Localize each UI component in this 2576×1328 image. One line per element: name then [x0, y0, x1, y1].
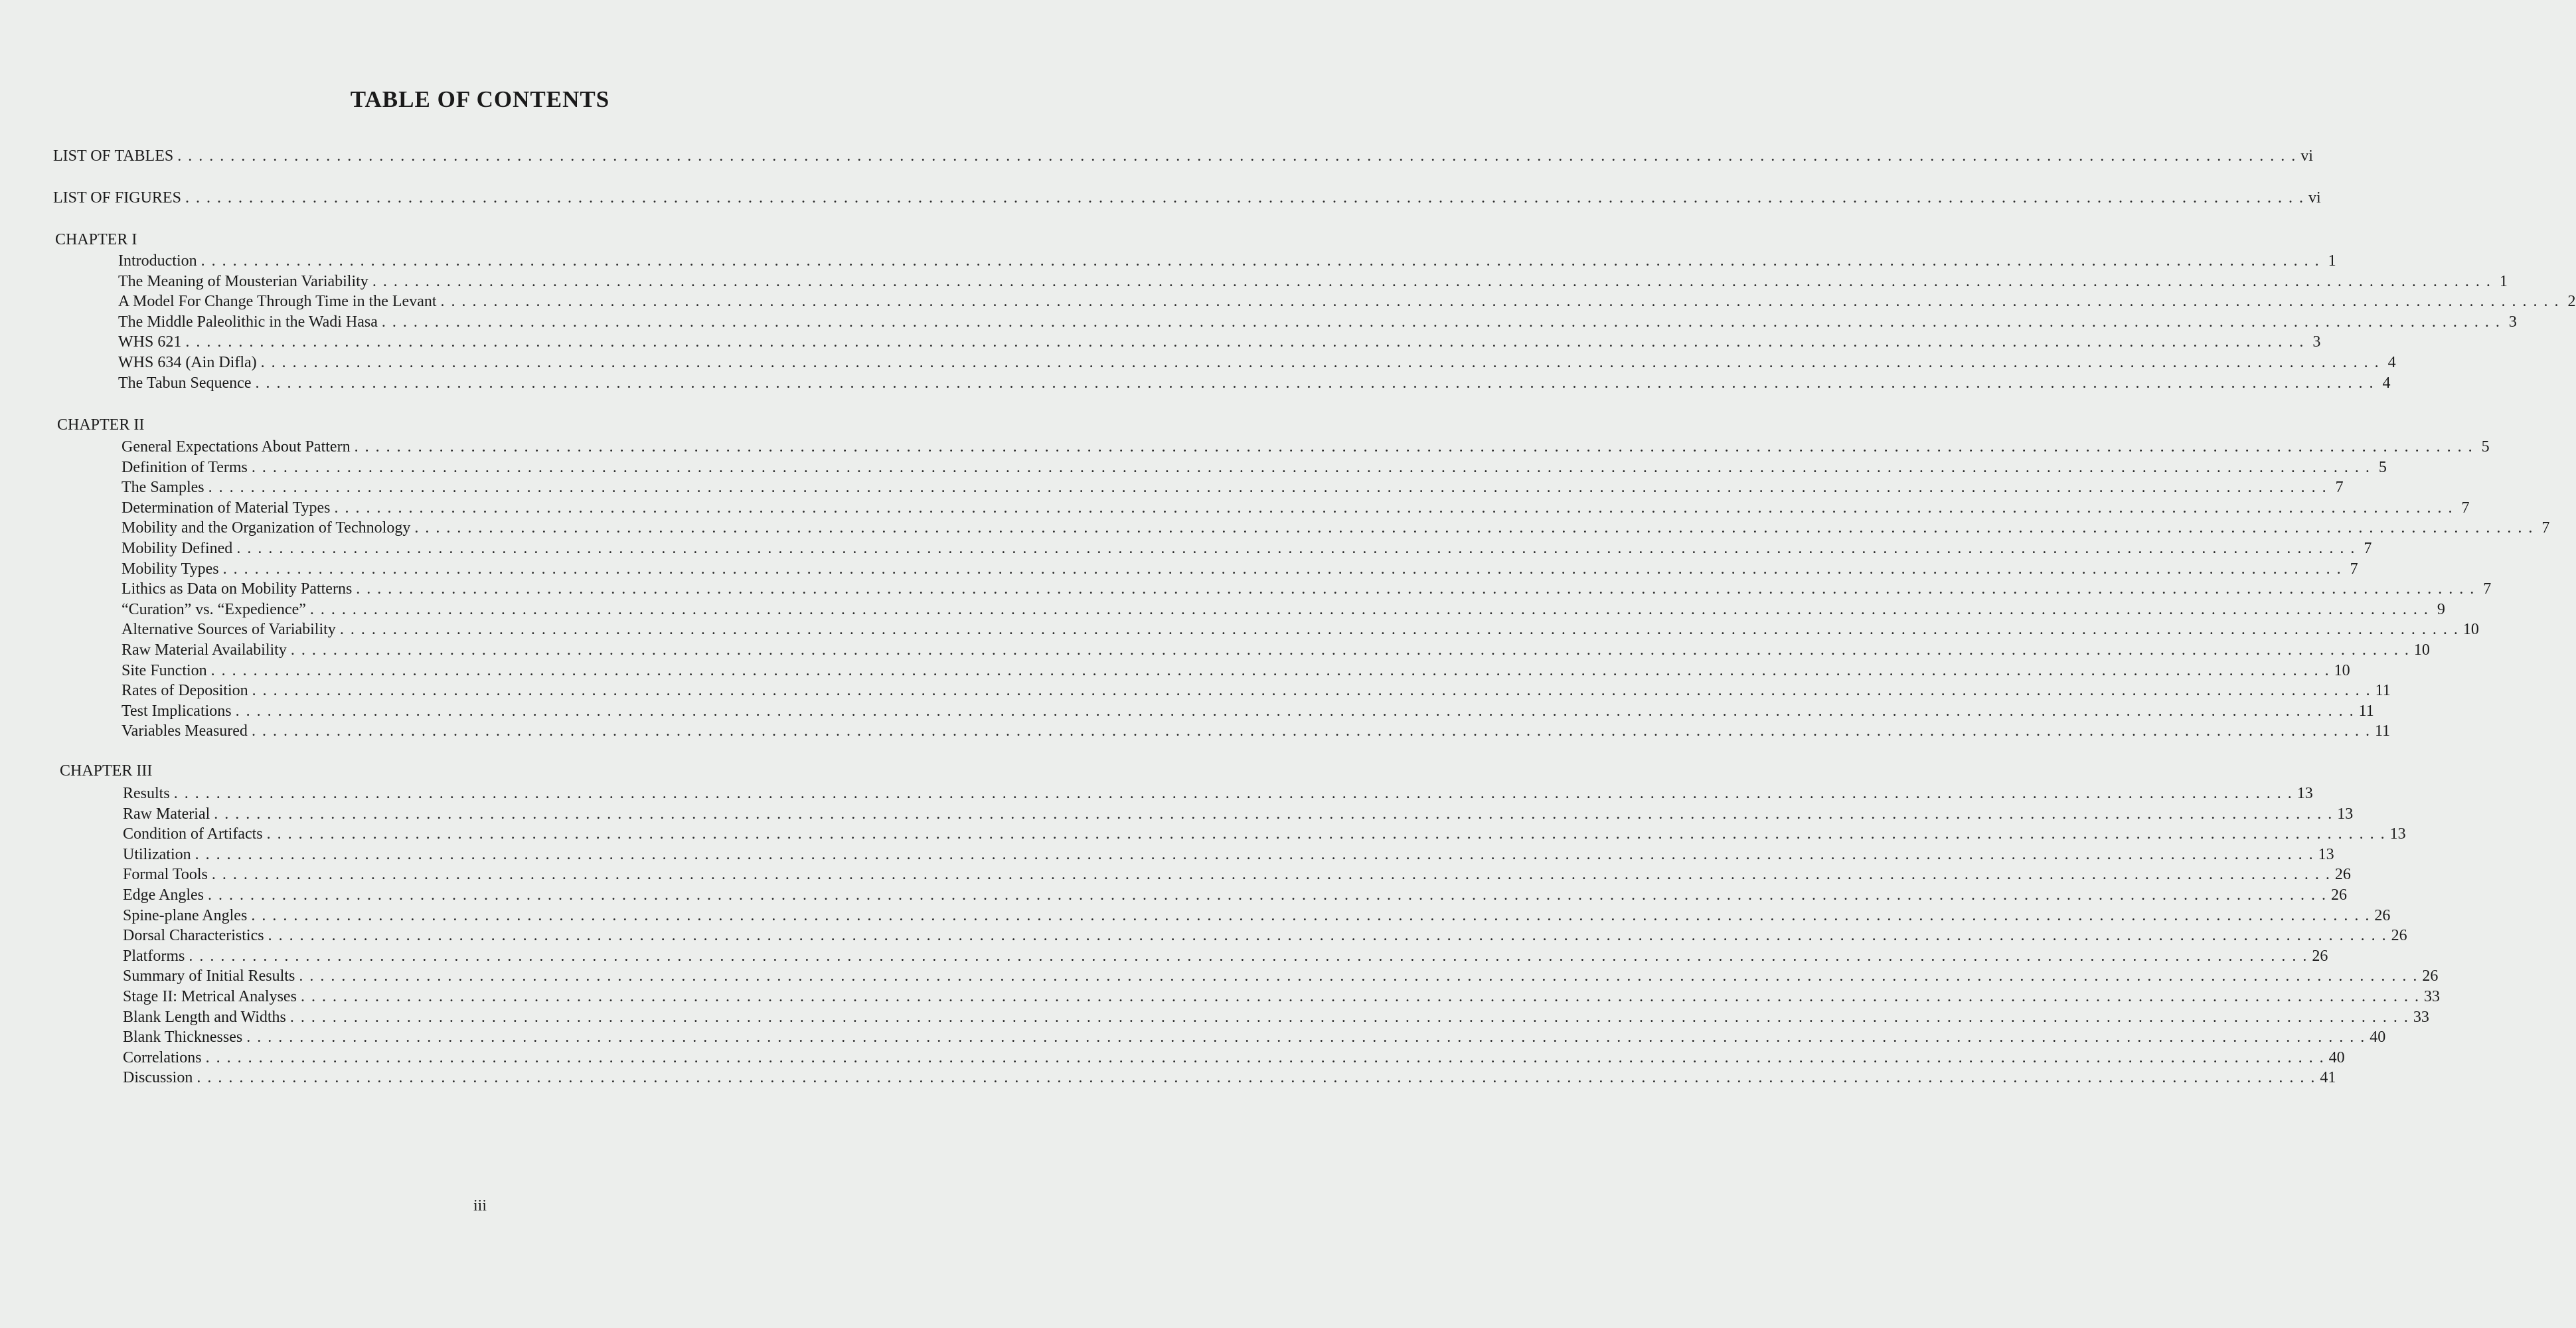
toc-entry	[123, 885, 2347, 905]
toc-entry	[118, 251, 2336, 271]
dot-leader: . . . . . . . . . . . . . . . . . . . . . . . . . . . . . . . . . . . . . . . . . . . . . . . . . . . . . . . . . . . . . . . . . . . . . . . . . . . . . . . . . . . . . . . . . . . . . . . . . . . . . . . . . . . . . . . . . . . . . . . . . . . . . . . . . . . . . . . . . . . . . . . . . . . . . . . . . . . . . . . . . . . . . . . . . . . . . . . . . . . . . . . . . . . . . . . . . . . . . . . .	[246, 1029, 2366, 1046]
entry-title: Rates of Deposition	[121, 682, 248, 700]
dot-leader: . . . . . . . . . . . . . . . . . . . . . . . . . . . . . . . . . . . . . . . . . . . . . . . . . . . . . . . . . . . . . . . . . . . . . . . . . . . . . . . . . . . . . . . . . . . . . . . . . . . . . . . . . . . . . . . . . . . . . . . . . . . . . . . . . . . . . . . . . . . . . . . . . . . . . . . . . . . . . . . . . . . . . . . . . . . . . . . . . . . . . . . . . . . . . . . . . . . . . . . .	[210, 661, 2330, 679]
entry-title: Test Implications	[121, 702, 232, 720]
entry-title: Dorsal Characteristics	[123, 927, 264, 945]
entry-page-number: 33	[2423, 988, 2440, 1005]
entry-page-number: 1	[2499, 272, 2508, 290]
dot-leader: . . . . . . . . . . . . . . . . . . . . . . . . . . . . . . . . . . . . . . . . . . . . . . . . . . . . . . . . . . . . . . . . . . . . . . . . . . . . . . . . . . . . . . . . . . . . . . . . . . . . . . . . . . . . . . . . . . . . . . . . . . . . . . . . . . . . . . . . . . . . . . . . . . . . . . . . . . . . . . . . . . . . . . . . . . . . . . . . . . . . . . . . . . . . . . . . . . . . . . . .	[214, 805, 2334, 823]
dot-leader: . . . . . . . . . . . . . . . . . . . . . . . . . . . . . . . . . . . . . . . . . . . . . . . . . . . . . . . . . . . . . . . . . . . . . . . . . . . . . . . . . . . . . . . . . . . . . . . . . . . . . . . . . . . . . . . . . . . . . . . . . . . . . . . . . . . . . . . . . . . . . . . . . . . . . . . . . . . . . . . . . . . . . . . . . . . . . . . . . . . . . . . . . . . . . . . . . . . . . . . .	[252, 682, 2372, 700]
dot-leader: . . . . . . . . . . . . . . . . . . . . . . . . . . . . . . . . . . . . . . . . . . . . . . . . . . . . . . . . . . . . . . . . . . . . . . . . . . . . . . . . . . . . . . . . . . . . . . . . . . . . . . . . . . . . . . . . . . . . . . . . . . . . . . . . . . . . . . . . . . . . . . . . . . . . . . . . . . . . . . . . . . . . . . . . . . . . . . . . . . . . . . . . . . . . . . . . . . . . . . . .	[268, 927, 2387, 945]
entry-title: Variables Measured	[121, 722, 248, 740]
dot-leader: . . . . . . . . . . . . . . . . . . . . . . . . . . . . . . . . . . . . . . . . . . . . . . . . . . . . . . . . . . . . . . . . . . . . . . . . . . . . . . . . . . . . . . . . . . . . . . . . . . . . . . . . . . . . . . . . . . . . . . . . . . . . . . . . . . . . . . . . . . . . . . . . . . . . . . . . . . . . . . . . . . . . . . . . . . . . . . . . . . . . . . . . . . . . . . . . . . . . . . . .	[309, 600, 2429, 618]
dot-leader: . . . . . . . . . . . . . . . . . . . . . . . . . . . . . . . . . . . . . . . . . . . . . . . . . . . . . . . . . . . . . . . . . . . . . . . . . . . . . . . . . . . . . . . . . . . . . . . . . . . . . . . . . . . . . . . . . . . . . . . . . . . . . . . . . . . . . . . . . . . . . . . . . . . . . . . . . . . . . . . . . . . . . . . . . . . . . . . . . . . . . . . . . . . . . . . . . . . . . . . .	[300, 988, 2420, 1005]
entry-page-number: 5	[2481, 438, 2490, 456]
dot-leader: . . . . . . . . . . . . . . . . . . . . . . . . . . . . . . . . . . . . . . . . . . . . . . . . . . . . . . . . . . . . . . . . . . . . . . . . . . . . . . . . . . . . . . . . . . . . . . . . . . . . . . . . . . . . . . . . . . . . . . . . . . . . . . . . . . . . . . . . . . . . . . . . . . . . . . . . . . . . . . . . . . . . . . . . . . . . . . . . . . . . . . . . . . . . . . . . . . . . . . . .	[197, 1069, 2316, 1087]
entry-title: Spine-plane Angles	[123, 906, 248, 924]
toc-entry	[121, 701, 2374, 721]
entry-title: Introduction	[118, 252, 197, 270]
toc-entry	[123, 946, 2328, 966]
entry-page-number: 9	[2437, 600, 2445, 618]
toc-entry	[121, 681, 2391, 701]
entry-title: Correlations	[123, 1048, 202, 1066]
toc-entry	[123, 1068, 2336, 1088]
toc-entry	[121, 600, 2445, 620]
dot-leader: . . . . . . . . . . . . . . . . . . . . . . . . . . . . . . . . . . . . . . . . . . . . . . . . . . . . . . . . . . . . . . . . . . . . . . . . . . . . . . . . . . . . . . . . . . . . . . . . . . . . . . . . . . . . . . . . . . . . . . . . . . . . . . . . . . . . . . . . . . . . . . . . . . . . . . . . . . . . . . . . . . . . . . . . . . . . . . . . . . . . . . . . . . . . . . . . . . . . . . . .	[185, 189, 2304, 207]
entry-page-number: 40	[2328, 1048, 2345, 1066]
dot-leader: . . . . . . . . . . . . . . . . . . . . . . . . . . . . . . . . . . . . . . . . . . . . . . . . . . . . . . . . . . . . . . . . . . . . . . . . . . . . . . . . . . . . . . . . . . . . . . . . . . . . . . . . . . . . . . . . . . . . . . . . . . . . . . . . . . . . . . . . . . . . . . . . . . . . . . . . . . . . . . . . . . . . . . . . . . . . . . . . . . . . . . . . . . . . . . . . . . . . . . . .	[222, 560, 2342, 578]
entry-page-number: 26	[2422, 967, 2439, 985]
toc-entry	[118, 291, 2576, 311]
front-matter-entry	[53, 188, 2321, 208]
entry-page-number: 13	[2337, 805, 2354, 823]
entry-page-number: 4	[2382, 374, 2391, 392]
toc-entry	[121, 477, 2344, 497]
dot-leader: . . . . . . . . . . . . . . . . . . . . . . . . . . . . . . . . . . . . . . . . . . . . . . . . . . . . . . . . . . . . . . . . . . . . . . . . . . . . . . . . . . . . . . . . . . . . . . . . . . . . . . . . . . . . . . . . . . . . . . . . . . . . . . . . . . . . . . . . . . . . . . . . . . . . . . . . . . . . . . . . . . . . . . . . . . . . . . . . . . . . . . . . . . . . . . . . . . . . . . . .	[185, 333, 2305, 351]
entry-page-number: vi	[2308, 189, 2321, 207]
dot-leader: . . . . . . . . . . . . . . . . . . . . . . . . . . . . . . . . . . . . . . . . . . . . . . . . . . . . . . . . . . . . . . . . . . . . . . . . . . . . . . . . . . . . . . . . . . . . . . . . . . . . . . . . . . . . . . . . . . . . . . . . . . . . . . . . . . . . . . . . . . . . . . . . . . . . . . . . . . . . . . . . . . . . . . . . . . . . . . . . . . . . . . . . . . . . . . . . . . . . . . . .	[251, 458, 2371, 476]
toc-entry	[123, 865, 2351, 884]
toc-entry	[123, 824, 2406, 844]
dot-leader: . . . . . . . . . . . . . . . . . . . . . . . . . . . . . . . . . . . . . . . . . . . . . . . . . . . . . . . . . . . . . . . . . . . . . . . . . . . . . . . . . . . . . . . . . . . . . . . . . . . . . . . . . . . . . . . . . . . . . . . . . . . . . . . . . . . . . . . . . . . . . . . . . . . . . . . . . . . . . . . . . . . . . . . . . . . . . . . . . . . . . . . . . . . . . . . . . . . . . . . .	[381, 313, 2501, 331]
entry-title: The Middle Paleolithic in the Wadi Hasa	[118, 313, 378, 331]
dot-leader: . . . . . . . . . . . . . . . . . . . . . . . . . . . . . . . . . . . . . . . . . . . . . . . . . . . . . . . . . . . . . . . . . . . . . . . . . . . . . . . . . . . . . . . . . . . . . . . . . . . . . . . . . . . . . . . . . . . . . . . . . . . . . . . . . . . . . . . . . . . . . . . . . . . . . . . . . . . . . . . . . . . . . . . . . . . . . . . . . . . . . . . . . . . . . . . . . . . . . . . .	[251, 906, 2371, 924]
entry-page-number: 5	[2378, 458, 2387, 476]
toc-entry	[118, 373, 2391, 393]
chapter-heading: CHAPTER I	[55, 231, 137, 248]
entry-title: “Curation” vs. “Expedience”	[121, 600, 306, 618]
entry-title: The Tabun Sequence	[118, 374, 252, 392]
dot-leader: . . . . . . . . . . . . . . . . . . . . . . . . . . . . . . . . . . . . . . . . . . . . . . . . . . . . . . . . . . . . . . . . . . . . . . . . . . . . . . . . . . . . . . . . . . . . . . . . . . . . . . . . . . . . . . . . . . . . . . . . . . . . . . . . . . . . . . . . . . . . . . . . . . . . . . . . . . . . . . . . . . . . . . . . . . . . . . . . . . . . . . . . . . . . . . . . . . . . . . . .	[195, 845, 2314, 863]
entry-page-number: 13	[2389, 825, 2406, 843]
entry-title: Definition of Terms	[121, 458, 248, 476]
dot-leader: . . . . . . . . . . . . . . . . . . . . . . . . . . . . . . . . . . . . . . . . . . . . . . . . . . . . . . . . . . . . . . . . . . . . . . . . . . . . . . . . . . . . . . . . . . . . . . . . . . . . . . . . . . . . . . . . . . . . . . . . . . . . . . . . . . . . . . . . . . . . . . . . . . . . . . . . . . . . . . . . . . . . . . . . . . . . . . . . . . . . . . . . . . . . . . . . . . . . . . . .	[205, 1048, 2325, 1066]
toc-entry	[121, 661, 2350, 681]
entry-title: Blank Thicknesses	[123, 1029, 243, 1046]
toc-entry	[118, 312, 2517, 332]
entry-page-number: 13	[2318, 845, 2334, 863]
entry-title: A Model For Change Through Time in the Levant	[118, 293, 437, 311]
entry-page-number: 7	[2335, 479, 2344, 497]
entry-title: Condition of Artifacts	[123, 825, 263, 843]
toc-entry	[123, 987, 2440, 1007]
entry-title: Raw Material	[123, 805, 210, 823]
dot-leader: . . . . . . . . . . . . . . . . . . . . . . . . . . . . . . . . . . . . . . . . . . . . . . . . . . . . . . . . . . . . . . . . . . . . . . . . . . . . . . . . . . . . . . . . . . . . . . . . . . . . . . . . . . . . . . . . . . . . . . . . . . . . . . . . . . . . . . . . . . . . . . . . . . . . . . . . . . . . . . . . . . . . . . . . . . . . . . . . . . . . . . . . . . . . . . . . . . . . . . . .	[334, 499, 2454, 517]
entry-title: Stage II: Metrical Analyses	[123, 988, 297, 1005]
entry-page-number: 11	[2374, 722, 2391, 740]
dot-leader: . . . . . . . . . . . . . . . . . . . . . . . . . . . . . . . . . . . . . . . . . . . . . . . . . . . . . . . . . . . . . . . . . . . . . . . . . . . . . . . . . . . . . . . . . . . . . . . . . . . . . . . . . . . . . . . . . . . . . . . . . . . . . . . . . . . . . . . . . . . . . . . . . . . . . . . . . . . . . . . . . . . . . . . . . . . . . . . . . . . . . . . . . . . . . . . . . . . . . . . .	[201, 252, 2320, 270]
entry-title: Summary of Initial Results	[123, 967, 295, 985]
toc-entry	[121, 518, 2550, 538]
entry-page-number: 33	[2413, 1008, 2429, 1026]
toc-entry	[118, 332, 2321, 352]
entry-title: Alternative Sources of Variability	[121, 621, 336, 639]
entry-title: The Meaning of Mousterian Variability	[118, 272, 368, 290]
entry-title: Formal Tools	[123, 866, 208, 884]
dot-leader: . . . . . . . . . . . . . . . . . . . . . . . . . . . . . . . . . . . . . . . . . . . . . . . . . . . . . . . . . . . . . . . . . . . . . . . . . . . . . . . . . . . . . . . . . . . . . . . . . . . . . . . . . . . . . . . . . . . . . . . . . . . . . . . . . . . . . . . . . . . . . . . . . . . . . . . . . . . . . . . . . . . . . . . . . . . . . . . . . . . . . . . . . . . . . . . . . . . . . . . .	[372, 272, 2492, 290]
chapter-heading: CHAPTER II	[57, 416, 145, 434]
dot-leader: . . . . . . . . . . . . . . . . . . . . . . . . . . . . . . . . . . . . . . . . . . . . . . . . . . . . . . . . . . . . . . . . . . . . . . . . . . . . . . . . . . . . . . . . . . . . . . . . . . . . . . . . . . . . . . . . . . . . . . . . . . . . . . . . . . . . . . . . . . . . . . . . . . . . . . . . . . . . . . . . . . . . . . . . . . . . . . . . . . . . . . . . . . . . . . . . . . . . . . . .	[255, 374, 2375, 392]
entry-page-number: 7	[2350, 560, 2358, 578]
entry-title: Mobility and the Organization of Technology	[121, 519, 411, 537]
entry-page-number: 7	[2461, 499, 2470, 517]
entry-page-number: 10	[2413, 641, 2430, 659]
entry-page-number: 41	[2320, 1069, 2336, 1087]
dot-leader: . . . . . . . . . . . . . . . . . . . . . . . . . . . . . . . . . . . . . . . . . . . . . . . . . . . . . . . . . . . . . . . . . . . . . . . . . . . . . . . . . . . . . . . . . . . . . . . . . . . . . . . . . . . . . . . . . . . . . . . . . . . . . . . . . . . . . . . . . . . . . . . . . . . . . . . . . . . . . . . . . . . . . . . . . . . . . . . . . . . . . . . . . . . . . . . . . . . . . . . .	[440, 293, 2560, 311]
entry-title: WHS 634 (Ain Difla)	[118, 354, 257, 371]
dot-leader: . . . . . . . . . . . . . . . . . . . . . . . . . . . . . . . . . . . . . . . . . . . . . . . . . . . . . . . . . . . . . . . . . . . . . . . . . . . . . . . . . . . . . . . . . . . . . . . . . . . . . . . . . . . . . . . . . . . . . . . . . . . . . . . . . . . . . . . . . . . . . . . . . . . . . . . . . . . . . . . . . . . . . . . . . . . . . . . . . . . . . . . . . . . . . . . . . . . . . . . .	[189, 947, 2308, 965]
entry-title: WHS 621	[118, 333, 182, 351]
entry-page-number: 13	[2296, 785, 2313, 802]
entry-page-number: 26	[2334, 866, 2351, 884]
toc-entry	[121, 579, 2492, 599]
dot-leader: . . . . . . . . . . . . . . . . . . . . . . . . . . . . . . . . . . . . . . . . . . . . . . . . . . . . . . . . . . . . . . . . . . . . . . . . . . . . . . . . . . . . . . . . . . . . . . . . . . . . . . . . . . . . . . . . . . . . . . . . . . . . . . . . . . . . . . . . . . . . . . . . . . . . . . . . . . . . . . . . . . . . . . . . . . . . . . . . . . . . . . . . . . . . . . . . . . . . . . . .	[177, 147, 2297, 165]
entry-title: Lithics as Data on Mobility Patterns	[121, 580, 353, 598]
entry-page-number: 7	[2364, 540, 2372, 557]
dot-leader: . . . . . . . . . . . . . . . . . . . . . . . . . . . . . . . . . . . . . . . . . . . . . . . . . . . . . . . . . . . . . . . . . . . . . . . . . . . . . . . . . . . . . . . . . . . . . . . . . . . . . . . . . . . . . . . . . . . . . . . . . . . . . . . . . . . . . . . . . . . . . . . . . . . . . . . . . . . . . . . . . . . . . . . . . . . . . . . . . . . . . . . . . . . . . . . . . . . . . . . .	[235, 702, 2355, 720]
dot-leader: . . . . . . . . . . . . . . . . . . . . . . . . . . . . . . . . . . . . . . . . . . . . . . . . . . . . . . . . . . . . . . . . . . . . . . . . . . . . . . . . . . . . . . . . . . . . . . . . . . . . . . . . . . . . . . . . . . . . . . . . . . . . . . . . . . . . . . . . . . . . . . . . . . . . . . . . . . . . . . . . . . . . . . . . . . . . . . . . . . . . . . . . . . . . . . . . . . . . . . . .	[290, 641, 2410, 659]
entry-title: Raw Material Availability	[121, 641, 287, 659]
toc-entry	[123, 926, 2407, 946]
toc-entry	[123, 906, 2391, 926]
entry-page-number: 1	[2328, 252, 2336, 270]
dot-leader: . . . . . . . . . . . . . . . . . . . . . . . . . . . . . . . . . . . . . . . . . . . . . . . . . . . . . . . . . . . . . . . . . . . . . . . . . . . . . . . . . . . . . . . . . . . . . . . . . . . . . . . . . . . . . . . . . . . . . . . . . . . . . . . . . . . . . . . . . . . . . . . . . . . . . . . . . . . . . . . . . . . . . . . . . . . . . . . . . . . . . . . . . . . . . . . . . . . . . . . .	[211, 866, 2331, 884]
toc-entry	[121, 721, 2391, 741]
entry-page-number: 40	[2370, 1029, 2386, 1046]
toc-entry	[123, 784, 2313, 803]
dot-leader: . . . . . . . . . . . . . . . . . . . . . . . . . . . . . . . . . . . . . . . . . . . . . . . . . . . . . . . . . . . . . . . . . . . . . . . . . . . . . . . . . . . . . . . . . . . . . . . . . . . . . . . . . . . . . . . . . . . . . . . . . . . . . . . . . . . . . . . . . . . . . . . . . . . . . . . . . . . . . . . . . . . . . . . . . . . . . . . . . . . . . . . . . . . . . . . . . . . . . . . .	[208, 479, 2328, 497]
entry-title: Determination of Material Types	[121, 499, 331, 517]
dot-leader: . . . . . . . . . . . . . . . . . . . . . . . . . . . . . . . . . . . . . . . . . . . . . . . . . . . . . . . . . . . . . . . . . . . . . . . . . . . . . . . . . . . . . . . . . . . . . . . . . . . . . . . . . . . . . . . . . . . . . . . . . . . . . . . . . . . . . . . . . . . . . . . . . . . . . . . . . . . . . . . . . . . . . . . . . . . . . . . . . . . . . . . . . . . . . . . . . . . . . . . .	[289, 1008, 2409, 1026]
front-matter-entry	[53, 146, 2313, 166]
dot-leader: . . . . . . . . . . . . . . . . . . . . . . . . . . . . . . . . . . . . . . . . . . . . . . . . . . . . . . . . . . . . . . . . . . . . . . . . . . . . . . . . . . . . . . . . . . . . . . . . . . . . . . . . . . . . . . . . . . . . . . . . . . . . . . . . . . . . . . . . . . . . . . . . . . . . . . . . . . . . . . . . . . . . . . . . . . . . . . . . . . . . . . . . . . . . . . . . . . . . . . . .	[299, 967, 2419, 985]
entry-title: The Samples	[121, 479, 204, 497]
dot-leader: . . . . . . . . . . . . . . . . . . . . . . . . . . . . . . . . . . . . . . . . . . . . . . . . . . . . . . . . . . . . . . . . . . . . . . . . . . . . . . . . . . . . . . . . . . . . . . . . . . . . . . . . . . . . . . . . . . . . . . . . . . . . . . . . . . . . . . . . . . . . . . . . . . . . . . . . . . . . . . . . . . . . . . . . . . . . . . . . . . . . . . . . . . . . . . . . . . . . . . . .	[207, 886, 2327, 904]
dot-leader: . . . . . . . . . . . . . . . . . . . . . . . . . . . . . . . . . . . . . . . . . . . . . . . . . . . . . . . . . . . . . . . . . . . . . . . . . . . . . . . . . . . . . . . . . . . . . . . . . . . . . . . . . . . . . . . . . . . . . . . . . . . . . . . . . . . . . . . . . . . . . . . . . . . . . . . . . . . . . . . . . . . . . . . . . . . . . . . . . . . . . . . . . . . . . . . . . . . . . . . .	[356, 580, 2476, 598]
entry-page-number: 2	[2567, 293, 2576, 311]
entry-page-number: 4	[2387, 354, 2396, 371]
toc-entry	[118, 272, 2508, 291]
entry-title: Site Function	[121, 661, 207, 679]
dot-leader: . . . . . . . . . . . . . . . . . . . . . . . . . . . . . . . . . . . . . . . . . . . . . . . . . . . . . . . . . . . . . . . . . . . . . . . . . . . . . . . . . . . . . . . . . . . . . . . . . . . . . . . . . . . . . . . . . . . . . . . . . . . . . . . . . . . . . . . . . . . . . . . . . . . . . . . . . . . . . . . . . . . . . . . . . . . . . . . . . . . . . . . . . . . . . . . . . . . . . . . .	[414, 519, 2534, 537]
entry-title: Utilization	[123, 845, 191, 863]
dot-leader: . . . . . . . . . . . . . . . . . . . . . . . . . . . . . . . . . . . . . . . . . . . . . . . . . . . . . . . . . . . . . . . . . . . . . . . . . . . . . . . . . . . . . . . . . . . . . . . . . . . . . . . . . . . . . . . . . . . . . . . . . . . . . . . . . . . . . . . . . . . . . . . . . . . . . . . . . . . . . . . . . . . . . . . . . . . . . . . . . . . . . . . . . . . . . . . . . . . . . . . .	[266, 825, 2386, 843]
page-number: iii	[473, 1197, 487, 1214]
entry-title: LIST OF TABLES	[53, 147, 174, 165]
toc-entry	[123, 1007, 2429, 1027]
entry-title: LIST OF FIGURES	[53, 189, 181, 207]
toc-entry	[123, 804, 2354, 824]
toc-entry	[121, 559, 2358, 579]
entry-page-number: 10	[2462, 621, 2479, 639]
entry-page-number: 7	[2541, 519, 2550, 537]
toc-entry	[121, 620, 2479, 639]
entry-title: Discussion	[123, 1069, 193, 1087]
dot-leader: . . . . . . . . . . . . . . . . . . . . . . . . . . . . . . . . . . . . . . . . . . . . . . . . . . . . . . . . . . . . . . . . . . . . . . . . . . . . . . . . . . . . . . . . . . . . . . . . . . . . . . . . . . . . . . . . . . . . . . . . . . . . . . . . . . . . . . . . . . . . . . . . . . . . . . . . . . . . . . . . . . . . . . . . . . . . . . . . . . . . . . . . . . . . . . . . . . . . . . . .	[354, 438, 2474, 456]
toc-entry	[123, 966, 2439, 986]
entry-title: General Expectations About Pattern	[121, 438, 351, 456]
entry-page-number: 3	[2312, 333, 2321, 351]
entry-title: Edge Angles	[123, 886, 204, 904]
entry-title: Mobility Types	[121, 560, 219, 578]
toc-entry	[121, 539, 2372, 558]
entry-page-number: 26	[2374, 906, 2391, 924]
dot-leader: . . . . . . . . . . . . . . . . . . . . . . . . . . . . . . . . . . . . . . . . . . . . . . . . . . . . . . . . . . . . . . . . . . . . . . . . . . . . . . . . . . . . . . . . . . . . . . . . . . . . . . . . . . . . . . . . . . . . . . . . . . . . . . . . . . . . . . . . . . . . . . . . . . . . . . . . . . . . . . . . . . . . . . . . . . . . . . . . . . . . . . . . . . . . . . . . . . . . . . . .	[251, 722, 2371, 740]
entry-page-number: 3	[2508, 313, 2517, 331]
dot-leader: . . . . . . . . . . . . . . . . . . . . . . . . . . . . . . . . . . . . . . . . . . . . . . . . . . . . . . . . . . . . . . . . . . . . . . . . . . . . . . . . . . . . . . . . . . . . . . . . . . . . . . . . . . . . . . . . . . . . . . . . . . . . . . . . . . . . . . . . . . . . . . . . . . . . . . . . . . . . . . . . . . . . . . . . . . . . . . . . . . . . . . . . . . . . . . . . . . . . . . . .	[236, 540, 2356, 557]
entry-page-number: 26	[2312, 947, 2328, 965]
entry-title: Blank Length and Widths	[123, 1008, 286, 1026]
dot-leader: . . . . . . . . . . . . . . . . . . . . . . . . . . . . . . . . . . . . . . . . . . . . . . . . . . . . . . . . . . . . . . . . . . . . . . . . . . . . . . . . . . . . . . . . . . . . . . . . . . . . . . . . . . . . . . . . . . . . . . . . . . . . . . . . . . . . . . . . . . . . . . . . . . . . . . . . . . . . . . . . . . . . . . . . . . . . . . . . . . . . . . . . . . . . . . . . . . . . . . . .	[260, 354, 2380, 371]
toc-entry	[121, 437, 2490, 457]
toc-entry	[123, 1048, 2345, 1068]
toc-entry	[123, 845, 2334, 865]
entry-title: Platforms	[123, 947, 185, 965]
entry-page-number: 11	[2358, 702, 2374, 720]
entry-page-number: 26	[2330, 886, 2347, 904]
dot-leader: . . . . . . . . . . . . . . . . . . . . . . . . . . . . . . . . . . . . . . . . . . . . . . . . . . . . . . . . . . . . . . . . . . . . . . . . . . . . . . . . . . . . . . . . . . . . . . . . . . . . . . . . . . . . . . . . . . . . . . . . . . . . . . . . . . . . . . . . . . . . . . . . . . . . . . . . . . . . . . . . . . . . . . . . . . . . . . . . . . . . . . . . . . . . . . . . . . . . . . . .	[339, 621, 2459, 639]
page-title: TABLE OF CONTENTS	[350, 86, 610, 112]
chapter-heading: CHAPTER III	[60, 762, 153, 780]
toc-entry	[118, 353, 2396, 373]
entry-page-number: vi	[2300, 147, 2313, 165]
entry-page-number: 11	[2375, 682, 2391, 700]
entry-page-number: 10	[2334, 661, 2350, 679]
entry-title: Results	[123, 785, 170, 802]
toc-entry	[121, 457, 2387, 477]
entry-page-number: 7	[2483, 580, 2492, 598]
entry-page-number: 26	[2391, 927, 2407, 945]
toc-entry	[121, 640, 2430, 660]
entry-title: Mobility Defined	[121, 540, 233, 557]
dot-leader: . . . . . . . . . . . . . . . . . . . . . . . . . . . . . . . . . . . . . . . . . . . . . . . . . . . . . . . . . . . . . . . . . . . . . . . . . . . . . . . . . . . . . . . . . . . . . . . . . . . . . . . . . . . . . . . . . . . . . . . . . . . . . . . . . . . . . . . . . . . . . . . . . . . . . . . . . . . . . . . . . . . . . . . . . . . . . . . . . . . . . . . . . . . . . . . . . . . . . . . .	[173, 785, 2293, 802]
toc-entry	[123, 1027, 2386, 1047]
toc-entry	[121, 498, 2470, 518]
